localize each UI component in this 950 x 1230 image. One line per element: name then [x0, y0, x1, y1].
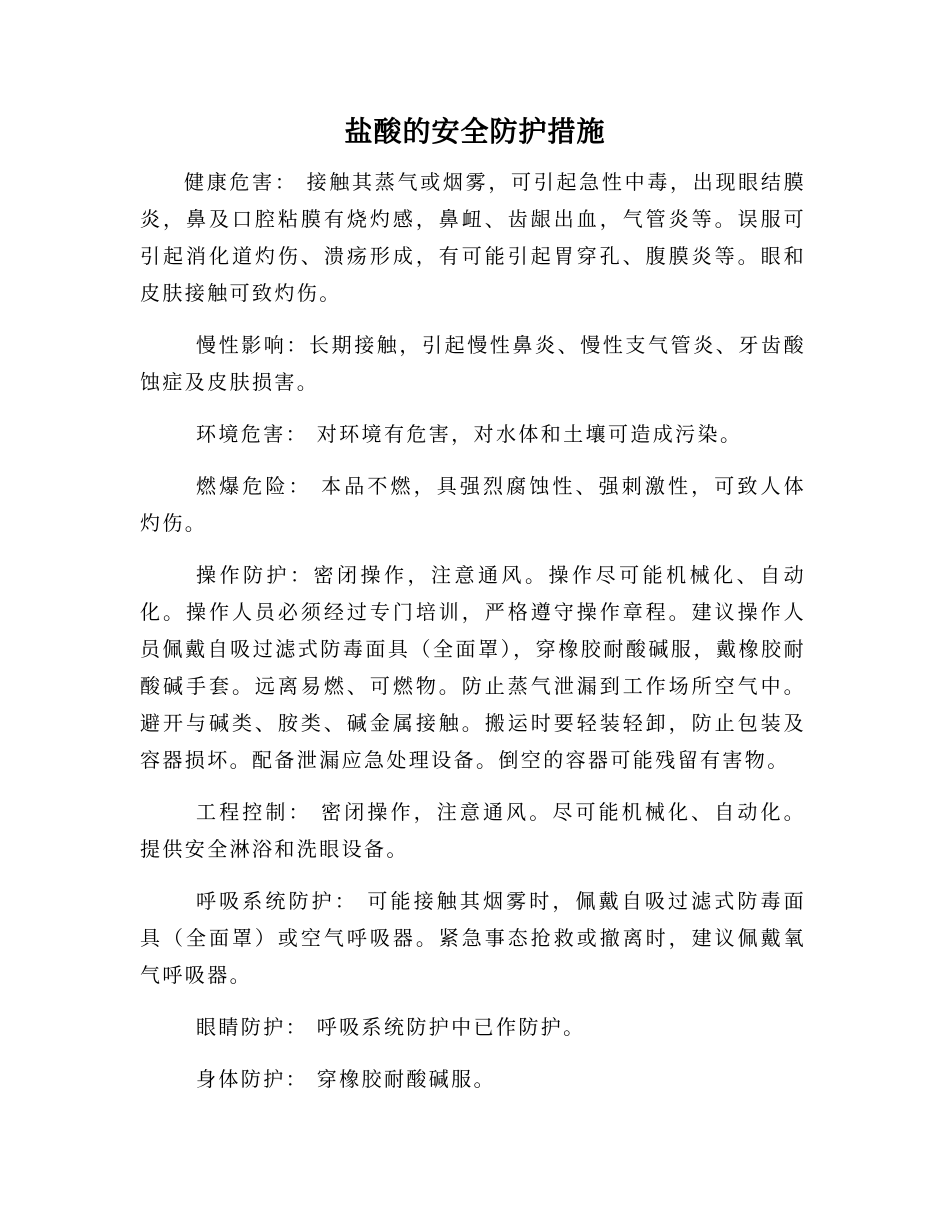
paragraph-chronic-effects: 慢性影响：长期接触，引起慢性鼻炎、慢性支气管炎、牙齿酸蚀症及皮肤损害。	[140, 333, 806, 394]
paragraph-environmental-hazard: 环境危害： 对环境有危害，对水体和土壤可造成污染。	[196, 422, 743, 446]
paragraph-eye-protection: 眼睛防护： 呼吸系统防护中已作防护。	[196, 1015, 586, 1039]
paragraph-respiratory-protection: 呼吸系统防护： 可能接触其烟雾时，佩戴自吸过滤式防毒面具（全面罩）或空气呼吸器。紧急事态抢救或撤离时，建议佩戴氧气呼吸器。	[140, 889, 806, 987]
paragraph-health-hazard: 健康危害： 接触其蒸气或烟雾，可引起急性中毒，出现眼结膜炎，鼻及口腔粘膜有烧灼感，鼻衄、齿龈出血，气管炎等。误服可引起消化道灼伤、溃疡形成，有可能引起胃穿孔、腹膜炎等。眼和皮肤接触可致灼伤。	[140, 170, 806, 305]
paragraph-body-protection: 身体防护： 穿橡胶耐酸碱服。	[196, 1067, 496, 1091]
paragraph-engineering-control: 工程控制： 密闭操作，注意通风。尽可能机械化、自动化。提供安全淋浴和洗眼设备。	[140, 800, 806, 861]
paragraph-fire-explosion-hazard: 燃爆危险： 本品不燃，具强烈腐蚀性、强刺激性，可致人体灼伤。	[140, 474, 806, 535]
document-body	[140, 164, 806, 1113]
paragraph-handling-protection: 操作防护：密闭操作，注意通风。操作尽可能机械化、自动化。操作人员必须经过专门培训，严格遵守操作章程。建议操作人员佩戴自吸过滤式防毒面具（全面罩），穿橡胶耐酸碱服，戴橡胶耐酸碱手套。远离易燃、可燃物。防止蒸气泄漏到工作场所空气中。避开与碱类、胺类、碱金属接触。搬运时要轻装轻卸，防止包装及容器损坏。配备泄漏应急处理设备。倒空的容器可能残留有害物。	[140, 563, 806, 772]
document-title: 盐酸的安全防护措施	[344, 115, 606, 148]
